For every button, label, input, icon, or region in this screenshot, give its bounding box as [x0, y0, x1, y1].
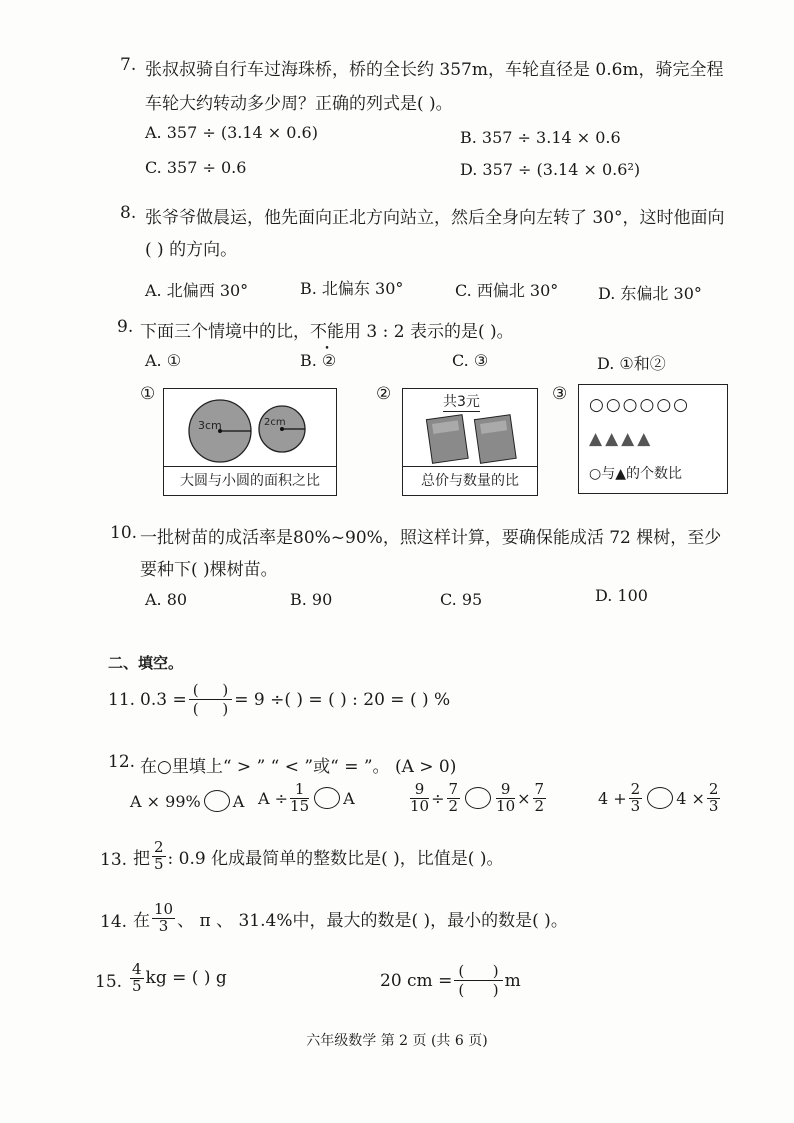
page-footer: 六年级数学 第 2 页 (共 6 页) [306, 1033, 488, 1049]
figure-1-caption: 大圆与小圆的面积之比 [164, 466, 336, 495]
q14-number: 14. [100, 912, 128, 932]
section-2-title: 二、填空。 [108, 654, 184, 672]
q15-cm-lead: 20 cm = [380, 970, 453, 991]
q12-e4-fraction-1: $\frac{2}{3}$ [630, 780, 641, 815]
q12-e1-left: A × 99% [130, 791, 201, 811]
q10-option-d: D. 100 [595, 586, 648, 605]
q14-post: 、 π 、 31.4%中，最大的数是( )，最小的数是( )。 [177, 910, 568, 931]
q9-emphasis: 不能 [310, 322, 344, 342]
q10-option-b: B. 90 [290, 590, 333, 609]
q10-option-c: C. 95 [440, 590, 483, 609]
q12-compare-circle-2[interactable] [314, 787, 340, 809]
q11-expression [140, 681, 450, 718]
circles-figure [164, 389, 336, 469]
q12-e4-fraction-2: $\frac{2}{3}$ [708, 780, 719, 815]
q7-option-b: B. 357 ÷ 3.14 × 0.6 [460, 128, 621, 147]
q15-item-1 [128, 962, 227, 995]
q12-e2-fraction: $\frac{1}{15}$ [290, 780, 310, 815]
q13-pre: 把 [133, 848, 150, 869]
q12-e3-fraction-4: $\frac{7}{2}$ [534, 780, 545, 815]
figure-2-marker: ② [376, 384, 392, 404]
price-label: 共3元 [443, 391, 480, 412]
figure-1-box [163, 388, 337, 496]
q15-kg-to-g: kg = ( ) g [145, 968, 227, 989]
q12-e4-left: 4 + [598, 788, 627, 808]
q12-item-1 [130, 790, 244, 812]
q7-number: 7. [120, 55, 137, 75]
figure-3-marker: ③ [552, 384, 568, 404]
q8-option-c: C. 西偏北 30° [455, 281, 559, 300]
q14-text [133, 902, 568, 935]
book-left [426, 415, 468, 464]
q9-option-a: A. ① [145, 351, 182, 370]
q12-text: 在○里填上“ > ” “ < ”或“ = ”。 (A > 0) [140, 757, 457, 777]
q9-stem-pre: 下面三个情境中的比， [140, 322, 310, 342]
triangles-row: ▲▲▲▲ [589, 429, 654, 449]
big-circle-label: 3cm [198, 419, 222, 432]
q10-number: 10. [110, 523, 138, 543]
q7-option-c: C. 357 ÷ 0.6 [145, 158, 247, 177]
q12-item-4 [598, 782, 722, 815]
q15-number: 15. [95, 972, 123, 992]
q12-compare-circle-3[interactable] [465, 787, 491, 809]
q11-blank-fraction: $\frac{( )}{( )}$ [189, 681, 233, 718]
q11-lead: 0.3 = [140, 689, 187, 710]
figure-2-caption: 总价与数量的比 [403, 466, 537, 495]
q12-e1-right: A [232, 791, 245, 811]
q15-item-2 [380, 962, 521, 999]
q12-e3-divide: ÷ [431, 788, 445, 808]
q13-text [133, 840, 503, 873]
q9-stem [140, 317, 514, 342]
circles-row: ○○○○○○ [589, 395, 691, 415]
q11-tail: = 9 ÷( ) = ( ) : 20 = ( ) % [234, 689, 451, 710]
q12-e3-fraction-3: $\frac{9}{10}$ [496, 780, 516, 815]
q12-e3-times: × [517, 788, 531, 808]
q13-post: : 0.9 化成最简单的整数比是( )，比值是( )。 [167, 848, 504, 869]
q12-compare-circle-4[interactable] [647, 787, 673, 809]
q15-blank-fraction: $\frac{( )}{( )}$ [454, 962, 502, 999]
q7-option-a: A. 357 ÷ (3.14 × 0.6) [145, 123, 318, 142]
q8-option-d: D. 东偏北 30° [598, 284, 702, 303]
figure-1-marker: ① [140, 384, 156, 404]
q9-option-c: C. ③ [452, 351, 489, 370]
figure-2-box [402, 388, 538, 496]
q12-compare-circle-1[interactable] [204, 790, 230, 812]
q10-line1: 一批树苗的成活率是80%~90%，照这样计算，要确保能成活 72 棵树，至少 [140, 528, 722, 548]
q9-stem-post: 用 3 : 2 表示的是( )。 [344, 322, 514, 342]
q8-option-b: B. 北偏东 30° [300, 279, 404, 298]
q15-unit-m: m [504, 970, 521, 991]
q7-line1: 张叔叔骑自行车过海珠桥，桥的全长约 357m，车轮直径是 0.6m，骑完全程 [145, 60, 724, 80]
q14-fraction: $\frac{10}{3}$ [154, 900, 174, 935]
q11-number: 11. [108, 690, 136, 710]
q13-number: 13. [100, 850, 128, 870]
q12-e3-fraction-2: $\frac{7}{2}$ [448, 780, 459, 815]
q7-option-d: D. 357 ÷ (3.14 × 0.6²) [460, 160, 641, 179]
q8-number: 8. [120, 203, 137, 223]
q9-number: 9. [117, 317, 134, 337]
figure-3-caption: ○与▲的个数比 [589, 466, 682, 482]
q14-pre: 在 [133, 910, 150, 931]
figure-3-box [578, 384, 728, 494]
q12-number: 12. [108, 752, 136, 772]
q8-line2: ( ) 的方向。 [145, 240, 238, 260]
q15-fraction: $\frac{4}{5}$ [132, 960, 142, 995]
books-figure [403, 389, 537, 469]
q7-line2: 车轮大约转动多少周？正确的列式是( )。 [145, 94, 453, 114]
q9-option-b: B. ② [300, 351, 337, 370]
q9-option-d: D. ①和② [597, 354, 666, 373]
q12-item-2 [258, 782, 355, 815]
q12-e2-left: A ÷ [258, 788, 289, 808]
q12-item-3 [408, 782, 548, 815]
q10-line2: 要种下( )棵树苗。 [140, 560, 278, 580]
small-circle-label: 2cm [264, 417, 286, 428]
q13-fraction: $\frac{2}{5}$ [154, 838, 164, 873]
book-right [474, 415, 516, 464]
q8-option-a: A. 北偏西 30° [145, 281, 249, 300]
q12-e4-right: 4 × [676, 788, 705, 808]
q8-line1: 张爷爷做晨运，他先面向正北方向站立，然后全身向左转了 30°，这时他面向 [145, 208, 725, 228]
q12-e3-fraction-1: $\frac{9}{10}$ [410, 780, 430, 815]
q10-option-a: A. 80 [145, 590, 188, 609]
q12-e2-right: A [343, 788, 355, 808]
